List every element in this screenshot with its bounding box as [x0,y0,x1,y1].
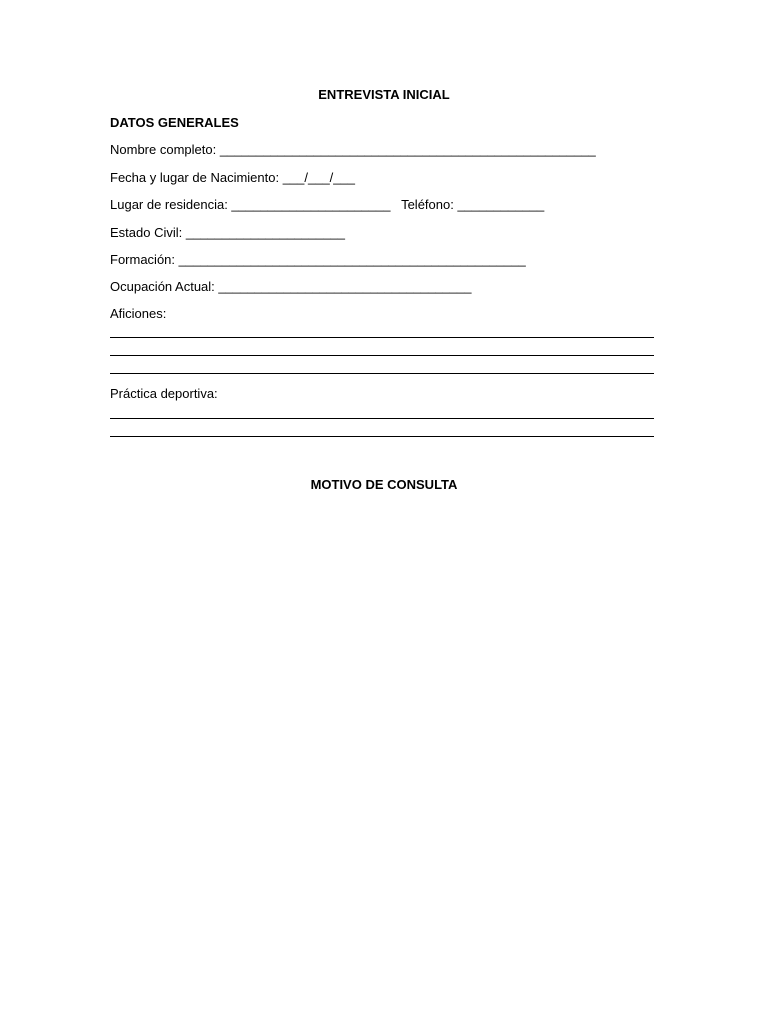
field-formacion: Formación: ________________________________________________ [110,252,526,267]
blank-line-practica-1 [110,418,654,419]
field-practica-deportiva: Práctica deportiva: [110,386,218,401]
section-heading-motivo-consulta: MOTIVO DE CONSULTA [310,477,458,492]
section-heading-datos-generales: DATOS GENERALES [110,115,239,130]
field-aficiones: Aficiones: [110,306,167,321]
field-fecha-lugar-nacimiento: Fecha y lugar de Nacimiento: ___/___/___ [110,170,355,185]
document-title: ENTREVISTA INICIAL [318,87,450,102]
field-estado-civil: Estado Civil: ______________________ [110,225,345,240]
blank-line-aficiones-3 [110,373,654,374]
field-nombre-completo: Nombre completo: ____________________________________________________ [110,142,596,157]
blank-line-practica-2 [110,436,654,437]
field-lugar-residencia-telefono: Lugar de residencia: ______________________ Teléfono: ____________ [110,197,545,212]
blank-line-aficiones-1 [110,337,654,338]
blank-line-aficiones-2 [110,355,654,356]
field-ocupacion-actual: Ocupación Actual: ___________________________________ [110,279,472,294]
